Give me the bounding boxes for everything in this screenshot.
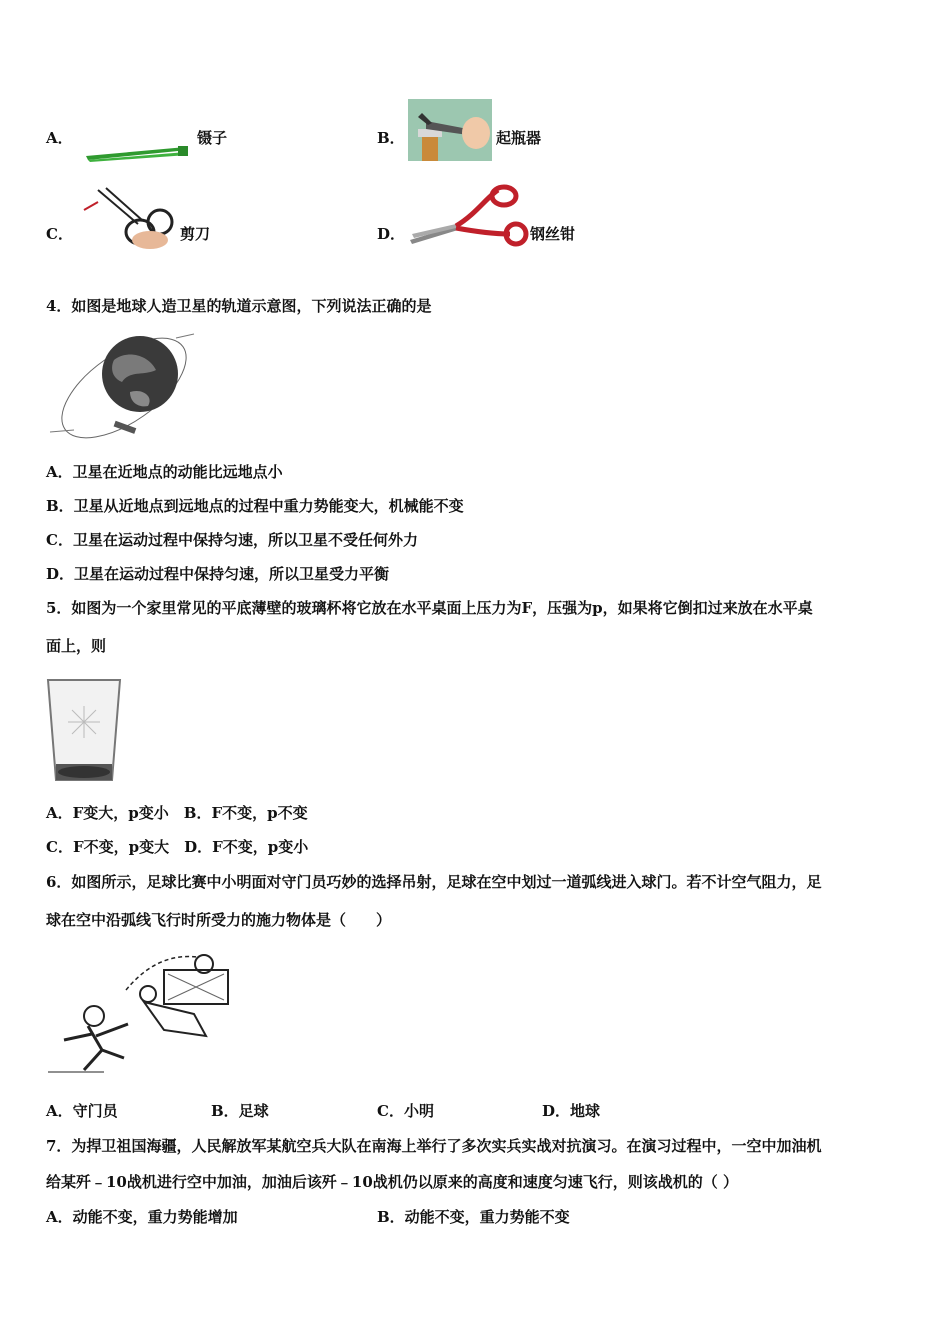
- q6-stem-line2: 球在空中沿弧线飞行时所受力的施力物体是（ ）: [46, 911, 392, 929]
- q5-stem-line1: 5．如图为一个家里常见的平底薄壁的玻璃杯将它放在水平桌面上压力为F，压强为p，如果将它倒扣过来放在水平桌: [46, 599, 813, 617]
- q4-stem: 4．如图是地球人造卫星的轨道示意图，下列说法正确的是: [46, 297, 432, 315]
- scissors-image: [80, 186, 180, 252]
- q7-stem-line2: 给某歼﹣10战机进行空中加油，加油后该歼﹣10战机仍以原来的高度和速度匀速飞行，则该战机的（ ）: [46, 1173, 738, 1191]
- q3-option-c-label: 剪刀: [180, 225, 211, 243]
- q3-option-d-letter: D．: [377, 225, 406, 243]
- q3-option-b-letter: B．: [377, 129, 405, 147]
- q7-stem-line1: 7．为捍卫祖国海疆，人民解放军某航空兵大队在南海上举行了多次实兵实战对抗演习。在演习过程中，一空中加油机: [46, 1137, 822, 1155]
- q4-option-a: A．卫星在近地点的动能比远地点小: [46, 463, 283, 481]
- q3-option-a-letter: A．: [46, 129, 73, 147]
- pliers-image: [406, 184, 530, 254]
- bottle-opener-image: [408, 99, 492, 161]
- q6-option-d: D．地球: [542, 1102, 601, 1120]
- q3-option-a-label: 镊子: [197, 129, 228, 147]
- q4-option-c: C．卫星在运动过程中保持匀速，所以卫星不受任何外力: [46, 531, 418, 549]
- q5-stem-line2: 面上，则: [46, 637, 107, 655]
- q3-option-d-label: 钢丝钳: [530, 225, 576, 243]
- glass-cup-figure: [44, 676, 124, 786]
- satellite-orbit-figure: [44, 330, 204, 442]
- q6-option-a: A．守门员: [46, 1102, 118, 1120]
- q6-option-b: B．足球: [211, 1102, 269, 1120]
- q7-option-a: A．动能不变，重力势能增加: [46, 1208, 238, 1226]
- q3-option-b-label: 起瓶器: [496, 129, 542, 147]
- q7-option-b: B．动能不变，重力势能不变: [377, 1208, 570, 1226]
- q5-options-row1: A．F变大，p变小 B．F不变，p不变: [46, 804, 308, 822]
- q6-stem-line1: 6．如图所示，足球比赛中小明面对守门员巧妙的选择吊射，足球在空中划过一道弧线进入球门。若不计空气阻力，足: [46, 873, 822, 891]
- tweezers-image: [82, 138, 192, 168]
- q4-option-d: D．卫星在运动过程中保持匀速，所以卫星受力平衡: [46, 565, 390, 583]
- q3-option-c-letter: C．: [46, 225, 73, 243]
- q5-options-row2: C．F不变，p变大 D．F不变，p变小: [46, 838, 309, 856]
- q6-option-c: C．小明: [377, 1102, 434, 1120]
- football-goal-figure: [44, 950, 236, 1076]
- q4-option-b: B．卫星从近地点到远地点的过程中重力势能变大，机械能不变: [46, 497, 464, 515]
